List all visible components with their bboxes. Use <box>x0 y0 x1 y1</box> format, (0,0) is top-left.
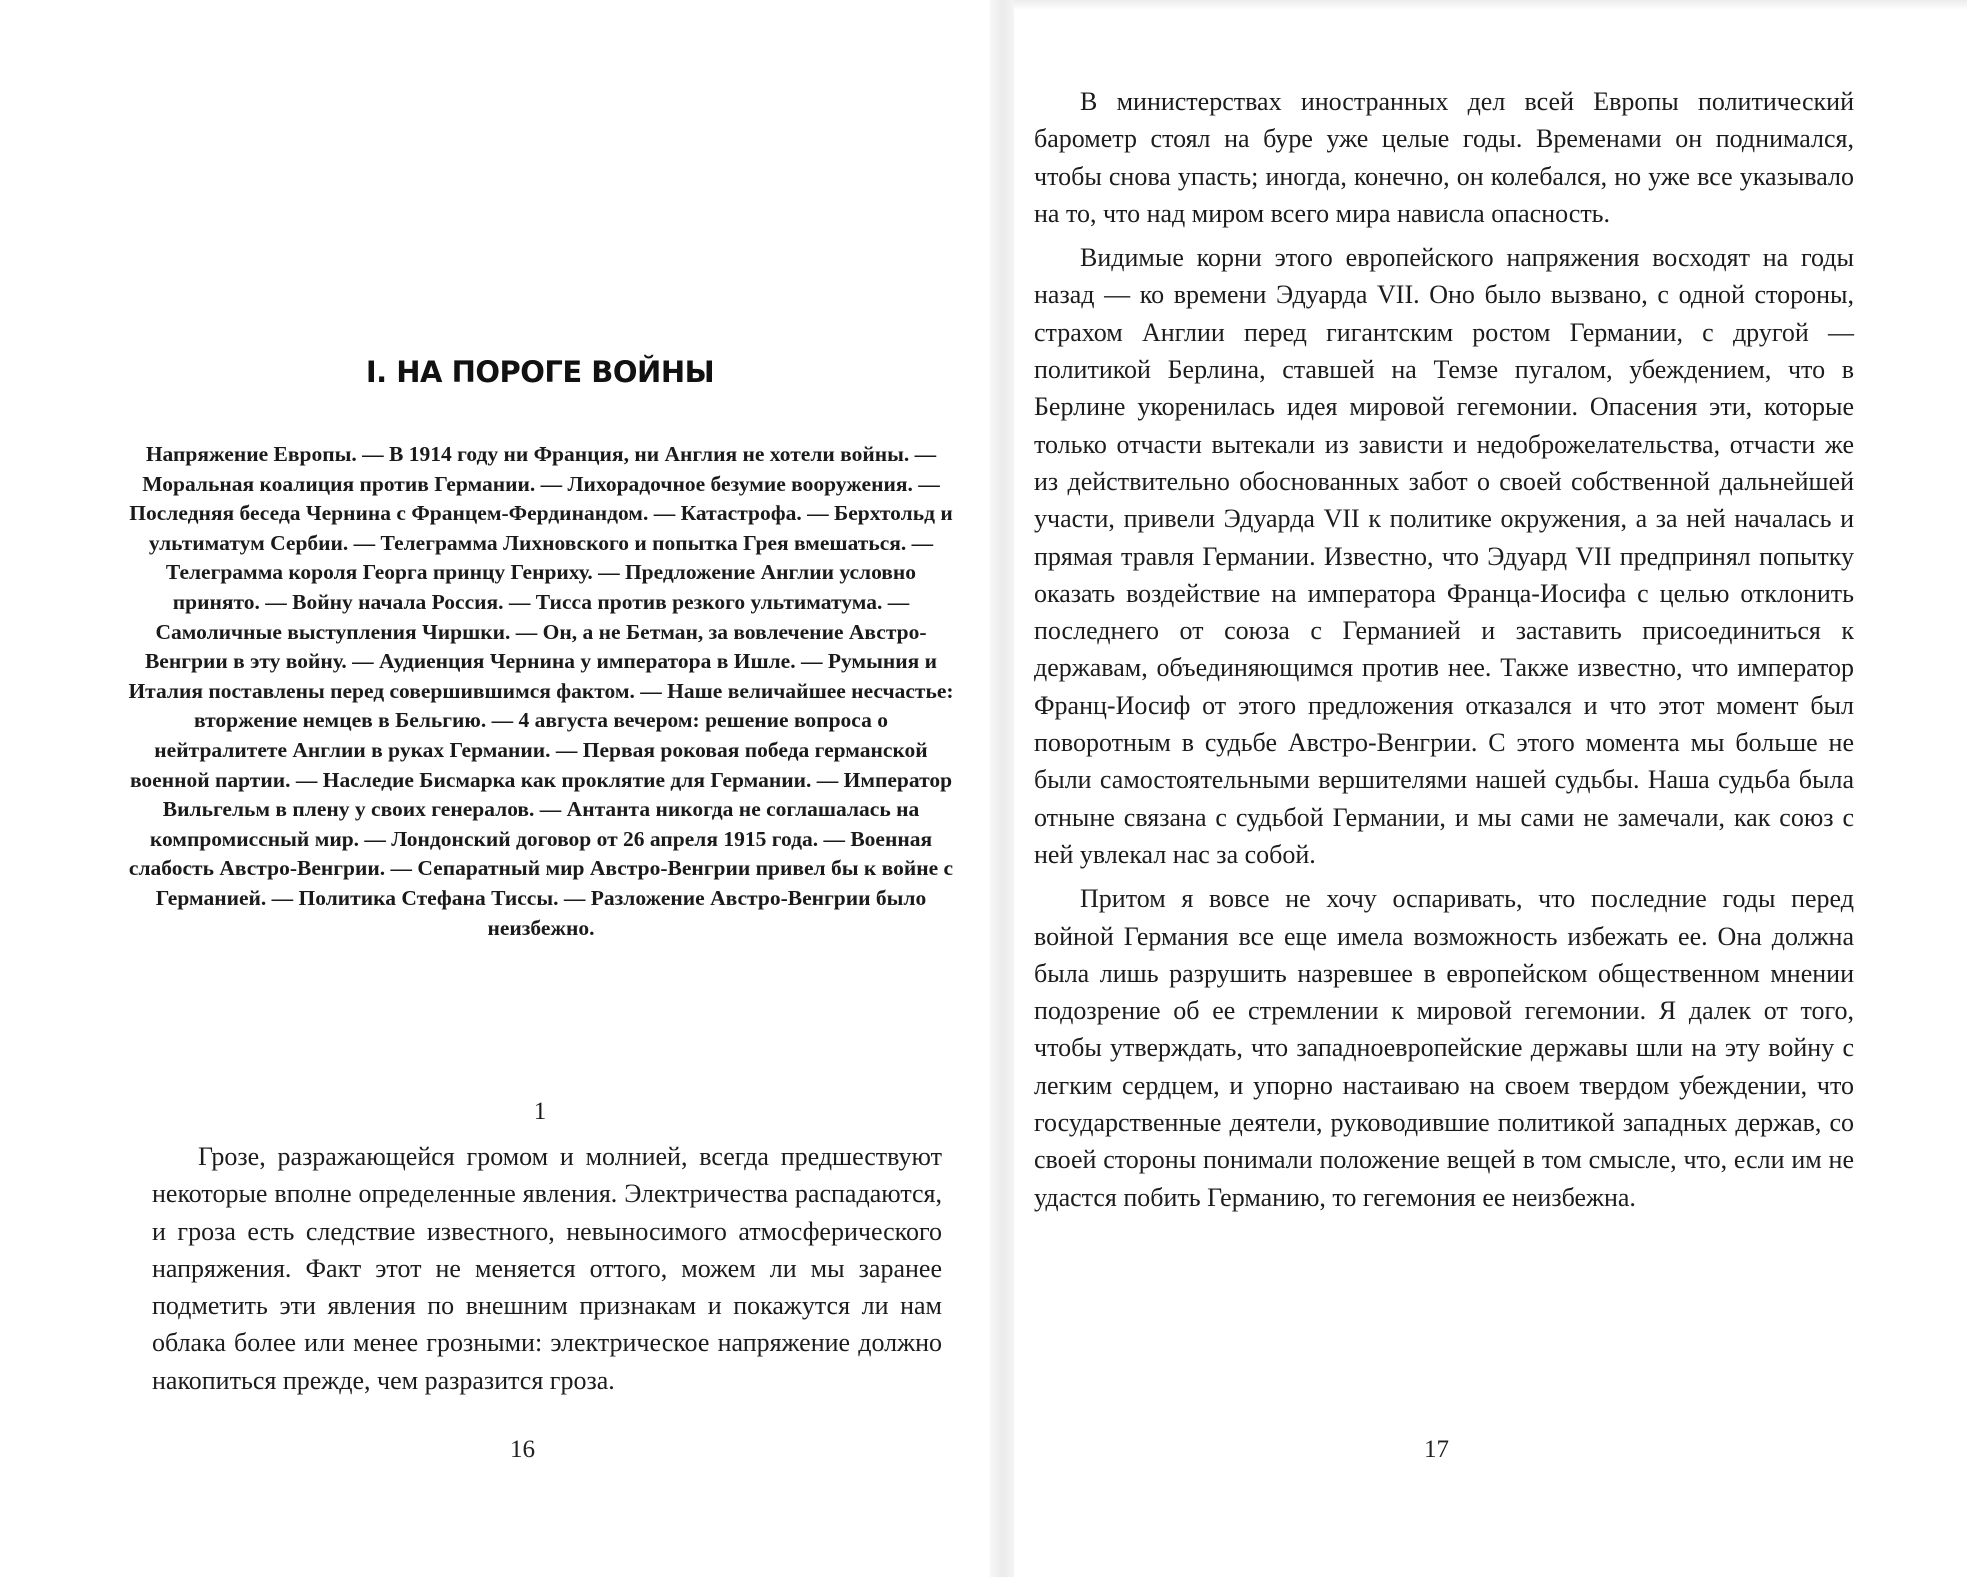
book-gutter <box>990 0 1014 1577</box>
page-number-left: 16 <box>510 1436 535 1463</box>
page-number-right: 17 <box>1424 1436 1449 1463</box>
chapter-summary: Напряжение Европы. — В 1914 году ни Франция, ни Англия не хотели войны. — Моральная коалиция против Германии. — Лихорадочное безумие вооружения. — Последняя беседа Чернина с Францем-Фердинандом. — Катастрофа. — Берхтольд и ультиматум Сербии. — Телеграмма Лихновского и попытка Грея вмешаться. — Телеграмма короля Георга принцу Генриху. — Предложение Англии условно принято. — Войну начала Россия. — Тисса против резкого ультиматума. — Самоличные выступления Чиршки. — Он, а не Бетман, за вовлечение Австро-Венгрии в эту войну. — Аудиенция Чернина у императора в Ишле. — Румыния и Италия поставлены перед совершившимся фактом. — Наше величайшее несчастье: вторжение немцев в Бельгию. — 4 августа вечером: решение вопроса о нейтралитете Англии в руках Германии. — Первая роковая победа германской военной партии. — Наследие Бисмарка как проклятие для Германии. — Император Вильгельм в плену у своих генералов. — Антанта никогда не соглашалась на компромиссный мир. — Лондонский договор от 26 апреля 1915 года. — Военная слабость Австро-Венгрии. — Сепаратный мир Австро-Венгрии привел бы к войне с Германией. — Политика Стефана Тиссы. — Разложение Австро-Венгрии было неизбежно. <box>128 442 954 940</box>
paragraph: Грозе, разражающейся громом и молнией, всегда предшествуют некоторые вполне определенные явления. Электричества распадаются, и гроза есть следствие известного, невыносимого атмосферического напряжения. Факт этот не меняется оттого, можем ли мы заранее подметить эти явления по внешним признакам и покажутся ли нам облака более или менее грозными: электрическое напряжение должно накопиться прежде, чем разразится гроза. <box>152 1142 942 1395</box>
left-body-text <box>152 1138 942 1406</box>
right-body-text <box>1034 83 1854 1223</box>
paragraph: Видимые корни этого европейского напряжения восходят на годы назад — ко времени Эдуарда VII. Оно было вызвано, с одной стороны, страхом Англии перед гигантским ростом Германии, с другой — политикой Берлина, ставшей на Темзе пугалом, убеждением, что в Берлине укоренилась идея мировой гегемонии. Опасения эти, которые только отчасти вытекали из зависти и недоброжелательства, отчасти же из действительно обоснованных забот о своей собственной дальнейшей участи, привели Эдуарда VII к политике окружения, а за ней началась и прямая травля Германии. Известно, что Эдуард VII предпринял попытку оказать воздействие на императора Франца-Иосифа с целью отклонить последнего от союза с Германией и заставить присоединиться к державам, объединяющимся против нее. Также известно, что император Франц-Иосиф от этого предложения отказался и что этот момент был поворотным в судьбе Австро-Венгрии. С этого момента мы больше не были самостоятельными вершителями нашей судьбы. Наша судьба была отныне связана с судьбой Германии, и мы сами не замечали, как союз с ней увлекал нас за собой. <box>1034 243 1854 869</box>
chapter-title: I. НА ПОРОГЕ ВОЙНЫ <box>365 355 715 389</box>
page-edge-shadow <box>1014 0 1967 10</box>
section-number: 1 <box>533 1098 547 1125</box>
right-page <box>1014 0 1967 1577</box>
paragraph: Притом я вовсе не хочу оспаривать, что последние годы перед войной Германия все еще имела возможность избежать ее. Она должна была лишь разрушить назревшее в европейском общественном мнении подозрение об ее стремлении к мировой гегемонии. Я далек от того, чтобы утверждать, что западноевропейские державы шли на эту войну с легким сердцем, и упорно настаиваю на своем твердом убеждении, что государственные деятели, руководившие политикой западных держав, со своей стороны понимали положение вещей в том смысле, что, если им не удастся побить Германию, то гегемония ее неизбежна. <box>1034 884 1854 1212</box>
paragraph: В министерствах иностранных дел всей Европы политический барометр стоял на буре уже целые годы. Временами он поднимался, чтобы снова упасть; иногда, конечно, он колебался, но уже все указывало на то, что над миром всего мира нависла опасность. <box>1034 87 1854 228</box>
